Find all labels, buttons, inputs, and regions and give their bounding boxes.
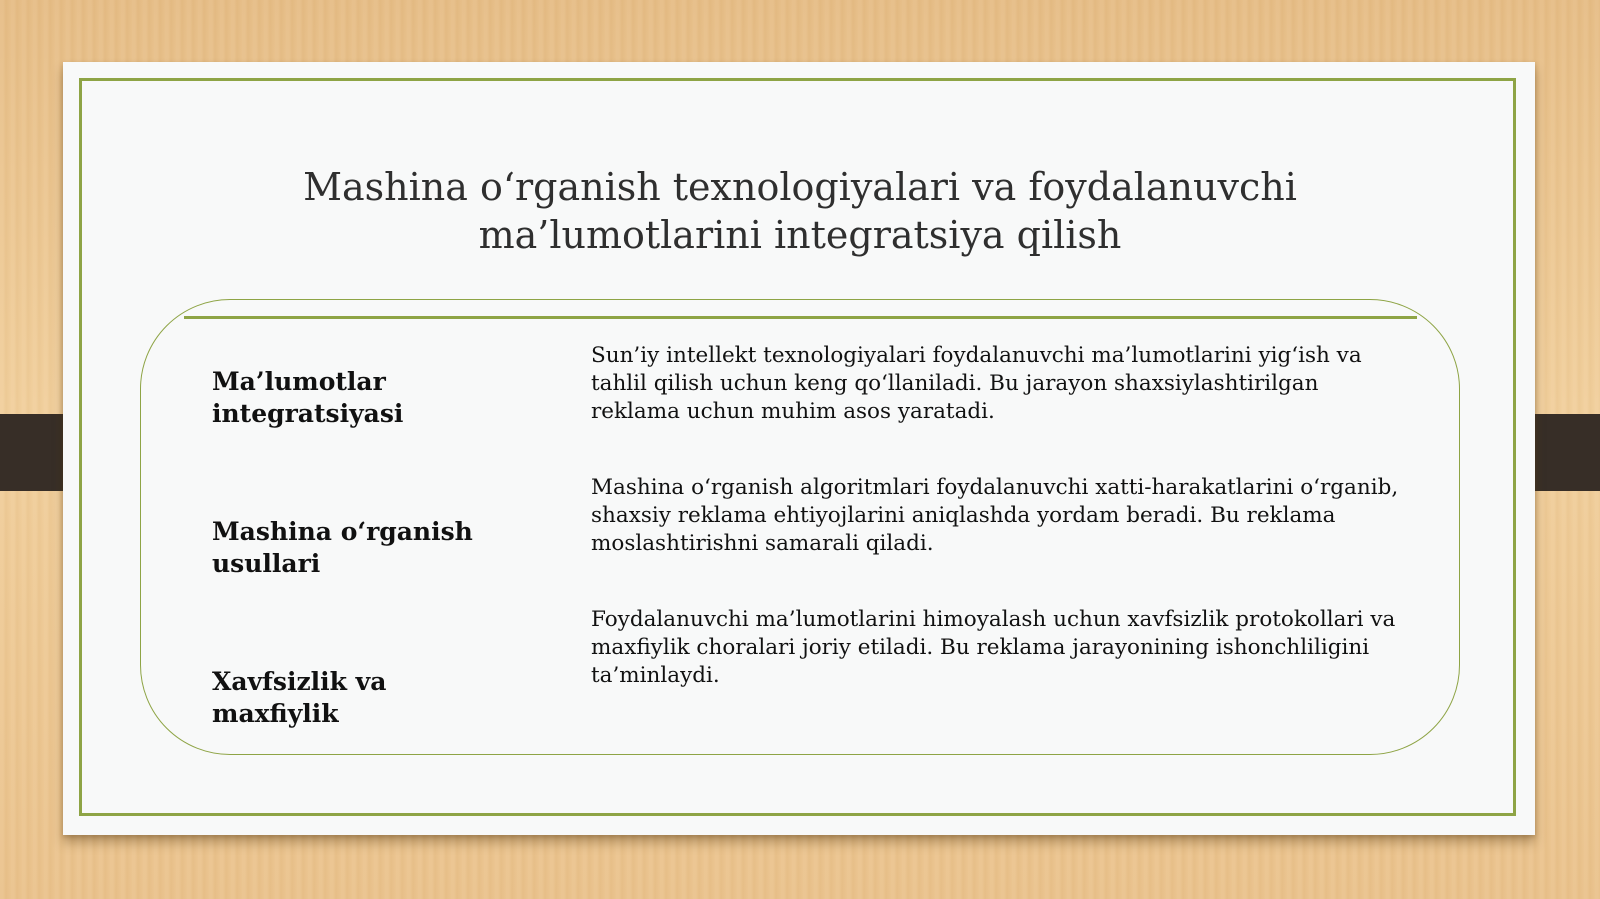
row-3-label: Xavfsizlik va maxfiylik	[212, 667, 387, 728]
slide-title-line-1: Mashina o‘rganish texnologiyalari va foydalanuvchi	[303, 165, 1297, 209]
content-accent-line	[184, 316, 1417, 319]
slide-title-line-2: ma’lumotlarini integratsiya qilish	[478, 213, 1122, 257]
row-1-description: Sun’iy intellekt texnologiyalari foydalanuvchi ma’lumotlarini yig‘ish va tahlil qilish uchun keng qo‘llaniladi. Bu jarayon shaxsiylashtirilgan reklama uchun muhim asos yaratadi.	[591, 343, 1362, 424]
row-3-description: Foydalanuvchi ma’lumotlarini himoyalash uchun xavfsizlik protokollari va maxfiylik choralari joriy etiladi. Bu reklama jarayonining ishonchliligini ta’minlaydi.	[591, 607, 1396, 688]
slide-title	[150, 163, 1450, 259]
row-2-label: Mashina o‘rganish usullari	[212, 517, 473, 578]
row-2-description: Mashina o‘rganish algoritmlari foydalanuvchi xatti-harakatlarini o‘rganib, shaxsiy reklama ehtiyojlarini aniqlashda yordam beradi. Bu reklama moslashtirishni samarali qiladi.	[591, 475, 1399, 556]
row-1-label: Ma’lumotlar integratsiyasi	[212, 367, 404, 428]
